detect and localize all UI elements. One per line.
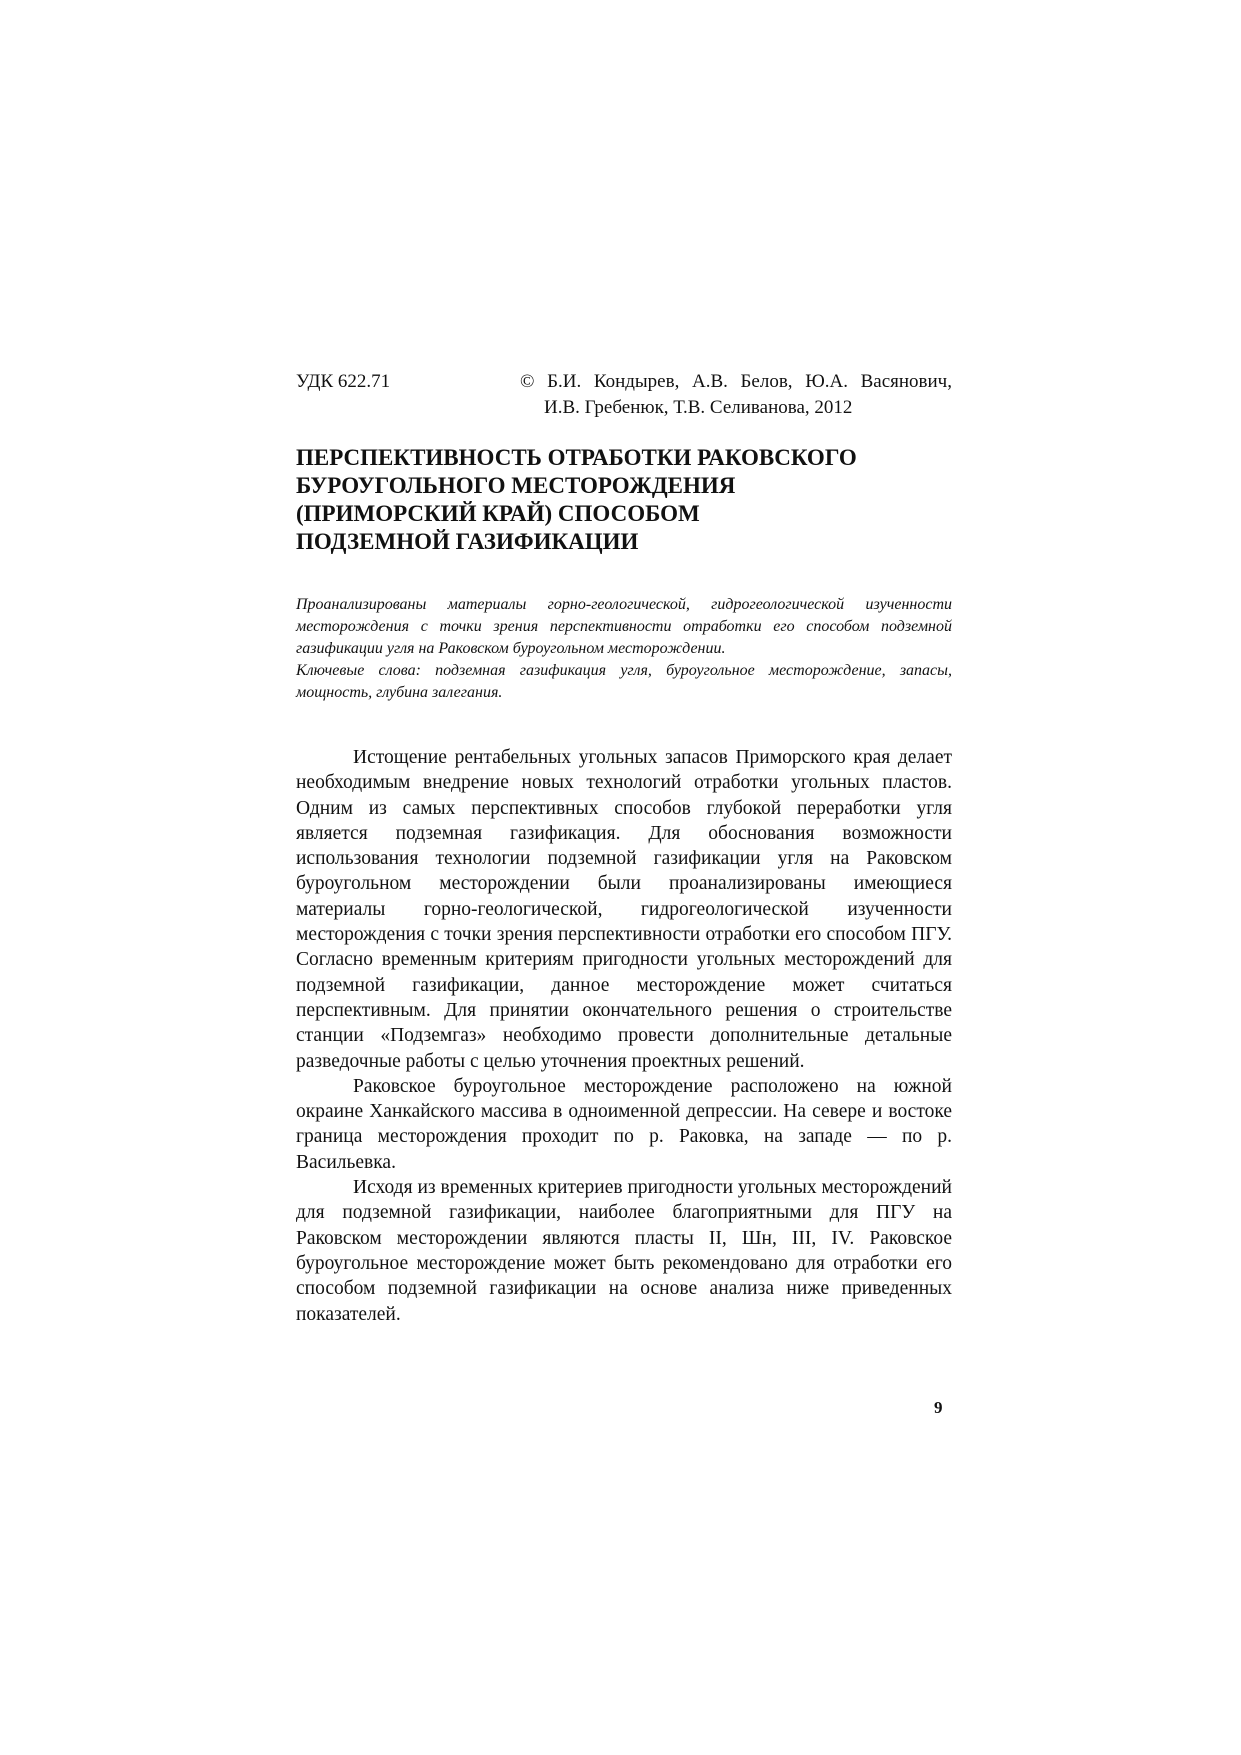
article-title [296,444,956,556]
authors-line-1: © Б.И. Кондырев, А.В. Белов, Ю.А. Васянович, [520,371,952,392]
abstract [296,594,952,704]
udk-code: УДК 622.71 [296,371,391,392]
authors-copyright [520,369,952,421]
page-number: 9 [934,1398,943,1417]
body-paragraph-3: Исходя из временных критериев пригодности угольных месторождений для подземной газификации, наиболее благоприятными для ПГУ на Раковском месторождении являются пласты II, Шн, III, IV. Раковское буроугольное месторождение может быть рекомендовано для отработки его способом подземной газификации на основе анализа ниже приведенных показателей. [296,1177,952,1325]
article-body [296,745,952,1327]
abstract-text: Проанализированы материалы горно-геологической, гидрогеологической изученности месторождения с точки зрения перспективности отработки его способом подземной газификации угля на Раковском буроугольном месторождении. [296,596,952,657]
body-paragraph-2: Раковское буроугольное месторождение расположено на южной окраине Ханкайского массива в одноименной депрессии. На севере и востоке граница месторождения проходит по р. Раковка, на западе — по р. Васильевка. [296,1075,952,1173]
title-line-3: (ПРИМОРСКИЙ КРАЙ) СПОСОБОМ [296,501,700,526]
body-paragraph-1: Истощение рентабельных угольных запасов Приморского края делает необходимым внедрение новых технологий отработки угольных пластов. Одним из самых перспективных способов глубокой переработки угля является подземная газификация. Для обоснования возможности использования технологии подземной газификации угля на Раковском буроугольном месторождении были проанализированы имеющиеся материалы горно-геологической, гидрогеологической изученности месторождения с точки зрения перспективности отработки его способом ПГУ. Согласно временным критериям пригодности угольных месторождений для подземной газификации, данное месторождение может считаться перспективным. Для принятии окончательного решения о строительстве станции «Подземгаз» необходимо провести дополнительные детальные разведочные работы с целью уточнения проектных решений. [296,747,952,1072]
title-line-4: ПОДЗЕМНОЙ ГАЗИФИКАЦИИ [296,529,639,554]
title-line-1: ПЕРСПЕКТИВНОСТЬ ОТРАБОТКИ РАКОВСКОГО [296,445,857,470]
abstract-keywords: Ключевые слова: подземная газификация угля, буроугольное месторождение, запасы, мощность, глубина залегания. [296,662,952,701]
authors-line-2: И.В. Гребенюк, Т.В. Селиванова, 2012 [544,397,853,418]
title-line-2: БУРОУГОЛЬНОГО МЕСТОРОЖДЕНИЯ [296,473,736,498]
